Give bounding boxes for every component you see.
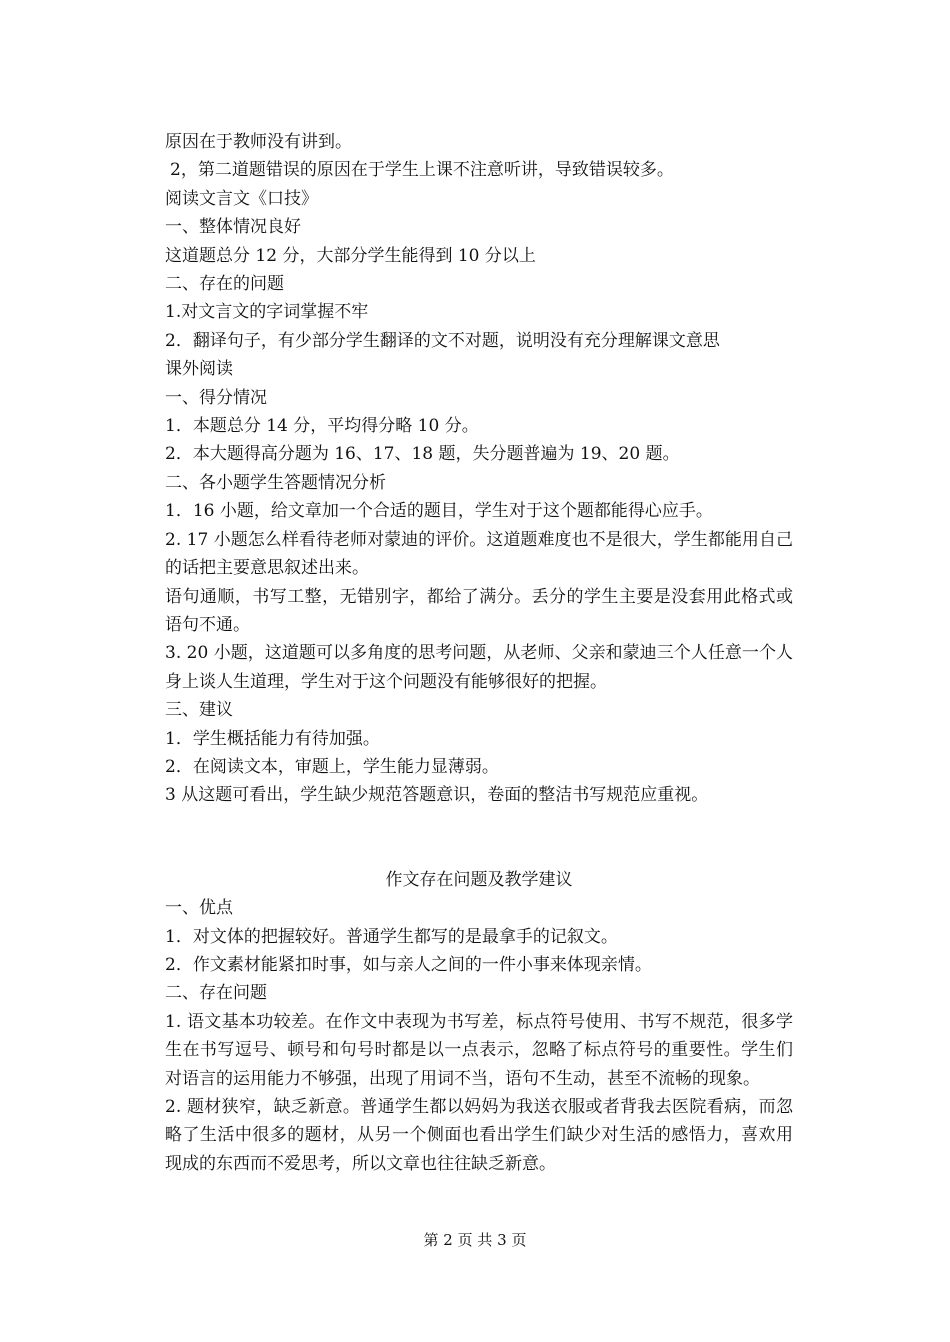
- text-line: 1.对文言文的字词掌握不牢: [165, 302, 369, 323]
- text-line: 原因在于教师没有讲到。: [165, 132, 352, 152]
- text-line: 1．对文体的把握较好。普通学生都写的是最拿手的记叙文。: [165, 926, 618, 947]
- text-line: 3 从这题可看出，学生缺少规范答题意识，卷面的整洁书写规范应重视。: [165, 785, 709, 806]
- page-number: 第 2 页 共 3 页: [423, 1231, 527, 1249]
- subheading: 二、存在问题: [165, 983, 267, 1004]
- section-heading: 课外阅读: [165, 359, 233, 380]
- text-line: 1．16 小题，给文章加一个合适的题目，学生对于这个题都能得心应手。: [165, 501, 713, 522]
- subheading: 三、建议: [165, 700, 233, 721]
- text-line: 1．学生概括能力有待加强。: [165, 728, 380, 749]
- blank-space: [165, 810, 793, 866]
- subheading: 二、各小题学生答题情况分析: [165, 472, 386, 493]
- paragraph: 2. 题材狭窄，缺乏新意。普通学生都以妈妈为我送衣服或者背我去医院看病，而忽略了生活中很多的题材，从另一个侧面也看出学生们缺少对生活的感悟力，喜欢用现成的东西而不爱思考，所以文章也往往缺乏新意。: [165, 1097, 793, 1174]
- subheading: 一、优点: [165, 898, 233, 919]
- text-line: 2．作文素材能紧扣时事，如与亲人之间的一件小事来体现亲情。: [165, 954, 652, 975]
- subheading: 一、整体情况良好: [165, 217, 301, 238]
- text-line: 2，第二道题错误的原因在于学生上课不注意听讲，导致错误较多。: [170, 160, 674, 181]
- document-body: [165, 128, 793, 1178]
- section-heading: 阅读文言文《口技》: [165, 188, 318, 209]
- subheading: 二、存在的问题: [165, 274, 284, 295]
- paragraph: 3. 20 小题，这道题可以多角度的思考问题，从老师、父亲和蒙迪三个人任意一个人身上谈人生道理，学生对于这个问题没有能够很好的把握。: [165, 643, 793, 692]
- text-line: 2．翻译句子，有少部分学生翻译的文不对题，说明没有充分理解课文意思: [165, 330, 720, 351]
- paragraph: 2. 17 小题怎么样看待老师对蒙迪的评价。这道题难度也不是很大，学生都能用自己的话把主要意思叙述出来。: [165, 529, 793, 579]
- section-title: 作文存在问题及教学建议: [385, 869, 573, 890]
- text-line: 2．在阅读文本，审题上，学生能力显薄弱。: [165, 756, 499, 777]
- paragraph: 语句通顺，书写工整，无错别字，都给了满分。丢分的学生主要是没套用此格式或语句不通。: [165, 586, 793, 635]
- text-line: 这道题总分 12 分，大部分学生能得到 10 分以上: [165, 245, 536, 266]
- paragraph: 1. 语文基本功较差。在作文中表现为书写差，标点符号使用、书写不规范，很多学生在书写逗号、顿号和句号时都是以一点表示，忽略了标点符号的重要性。学生们对语言的运用能力不够强，出现了用词不当，语句不生动，甚至不流畅的现象。: [165, 1011, 793, 1089]
- subheading: 一、得分情况: [165, 387, 267, 408]
- text-line: 1．本题总分 14 分，平均得分略 10 分。: [165, 416, 479, 437]
- text-line: 2．本大题得高分题为 16、17、18 题，失分题普遍为 19、20 题。: [165, 444, 680, 465]
